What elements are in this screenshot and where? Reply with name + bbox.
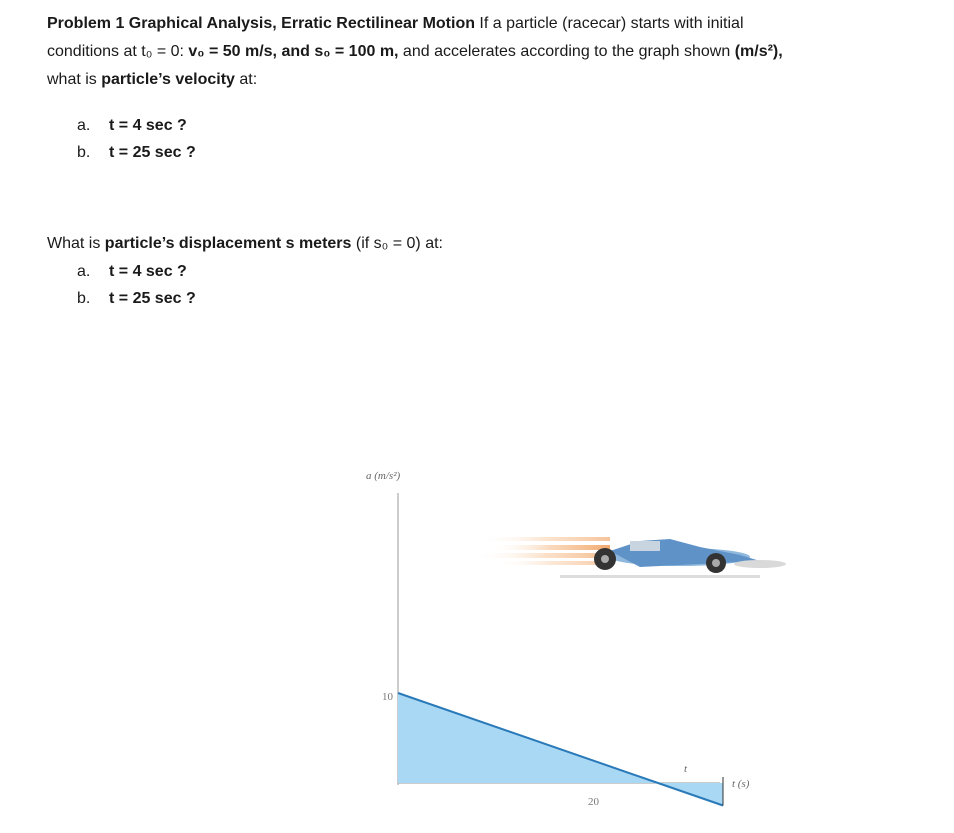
end-marker-label: t xyxy=(684,763,688,775)
list-item xyxy=(47,285,927,312)
statement-text: at: xyxy=(234,71,258,88)
list-marker: b. xyxy=(77,290,91,307)
statement-line-2 xyxy=(47,38,927,66)
displacement-prompt xyxy=(47,230,927,258)
question: t = 25 sec ? xyxy=(109,144,196,161)
question: t = 4 sec ? xyxy=(109,263,187,280)
x-axis-label: t (s) xyxy=(732,778,750,790)
statement-text: (if s₀ = 0) at: xyxy=(351,235,443,252)
list-item xyxy=(47,139,927,166)
list-marker: b. xyxy=(77,144,91,161)
graph-svg xyxy=(340,455,820,833)
velocity-questions xyxy=(47,112,927,166)
acceleration-graph xyxy=(340,455,820,833)
statement-line-1 xyxy=(47,10,927,38)
statement-text: What is xyxy=(47,235,105,252)
list-marker: a. xyxy=(77,117,91,134)
y-axis-label: a (m/s²) xyxy=(366,470,401,482)
statement-line-3 xyxy=(47,66,927,94)
initial-conditions: v₀ = 50 m/s, and s₀ = 100 m, xyxy=(188,43,399,60)
statement-text: and accelerates according to the graph shown xyxy=(398,43,735,60)
problem-statement xyxy=(47,10,927,94)
statement-text: what is xyxy=(47,71,102,88)
list-item xyxy=(47,258,927,285)
y-tick-label: 10 xyxy=(382,691,393,703)
problem-text xyxy=(47,10,927,312)
list-item xyxy=(47,112,927,139)
racecar-illustration xyxy=(475,537,786,578)
question: t = 25 sec ? xyxy=(109,290,196,307)
velocity-term: particle’s velocity xyxy=(101,71,235,88)
units: (m/s²), xyxy=(734,43,783,60)
displacement-questions xyxy=(47,258,927,312)
statement-text: conditions at t₀ = 0: xyxy=(47,43,189,60)
question: t = 4 sec ? xyxy=(109,117,187,134)
statement-text: If a particle (racecar) starts with initial xyxy=(474,15,744,32)
problem-title: Problem 1 Graphical Analysis, Erratic Rectilinear Motion xyxy=(47,15,475,32)
displacement-term: particle’s displacement s meters xyxy=(104,235,352,252)
list-marker: a. xyxy=(77,263,91,280)
x-tick-label: 20 xyxy=(588,796,599,808)
